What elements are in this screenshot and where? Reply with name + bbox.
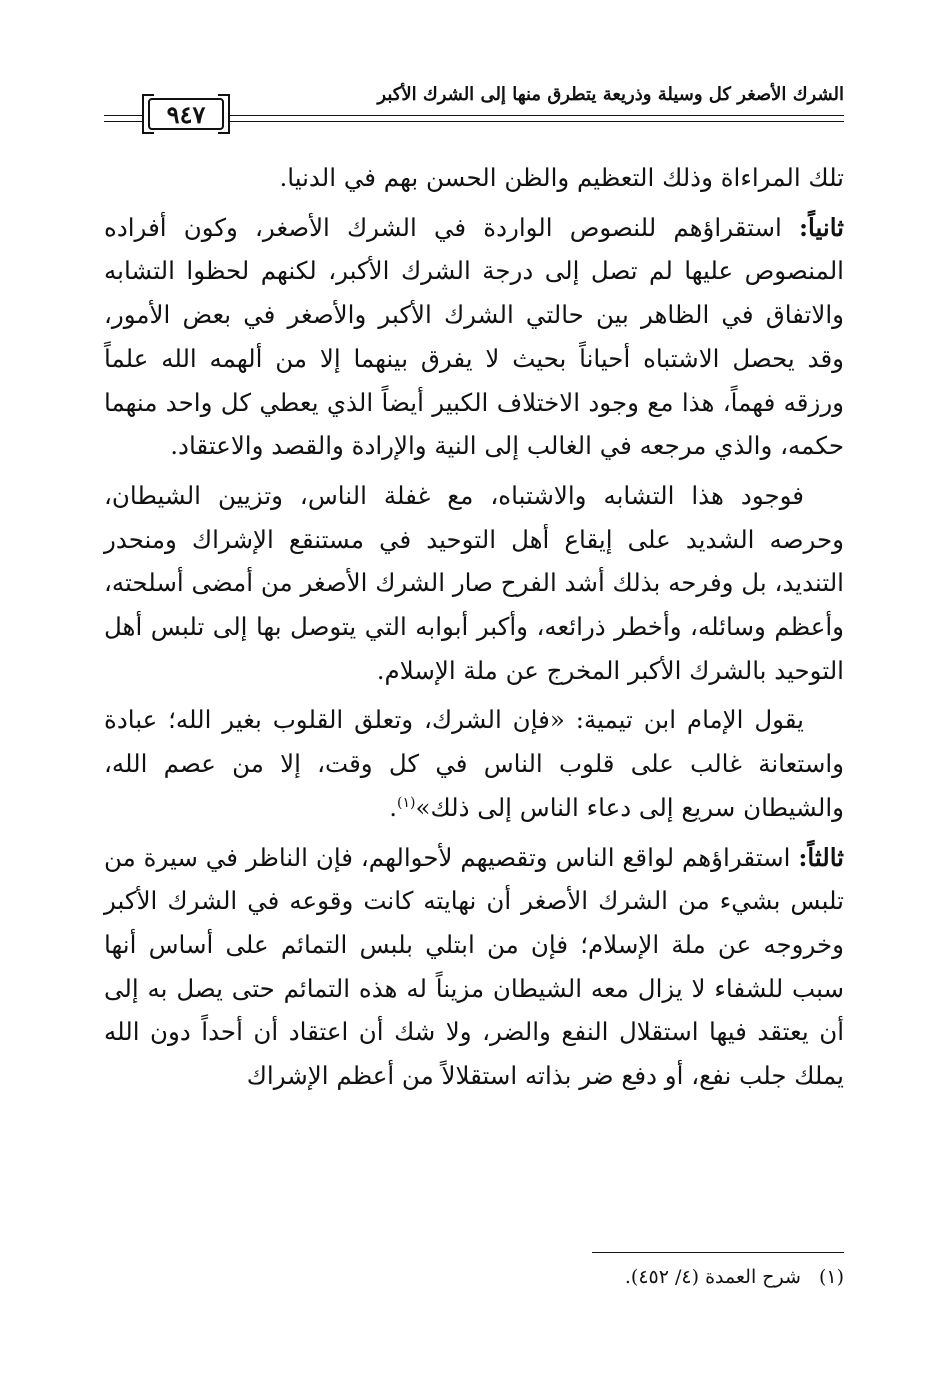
header-rule-left-top [104, 115, 142, 116]
running-title: الشرك الأصغر كل وسيلة وذريعة يتطرق منها إلى الشرك الأكبر [377, 84, 844, 105]
paragraph-5-lead: ثالثاً: [798, 842, 844, 872]
paragraph-3-text: فوجود هذا التشابه والاشتباه، مع غفلة الناس، وتزيين الشيطان، وحرصه الشديد على إيقاع أهل التوحيد في مستنقع الإشراك ومنحدر التنديد، بل وفرحه بذلك أشد الفرح صار الشرك الأصغر من أمضى أسلحته، وأعظم وسائله، وأخطر ذرائعه، وأكبر أبوابه التي يتوصل بها إلى تلبس أهل التوحيد بالشرك الأكبر المخرج عن ملة الإسلام. [104, 480, 844, 685]
footnote-number: (١) [818, 1266, 844, 1288]
footnote-reference[interactable]: (١) [397, 794, 416, 811]
paragraph-2 [104, 206, 844, 468]
paragraph-2-text: استقراؤهم للنصوص الواردة في الشرك الأصغر، وكون أفراده المنصوص عليها لم تصل إلى درجة الشرك الأكبر، لكنهم لحظوا التشابه والاتفاق في الظاهر بين حالتي الشرك الأكبر والأصغر في بعض الأمور، وقد يحصل الاشتباه أحياناً بحيث لا يفرق بينهما إلا من ألهمه الله علماً ورزقه فهماً، هذا مع وجود الاختلاف الكبير أيضاً الذي يعطي كل واحد منهما حكمه، والذي مرجعه في الغالب إلى النية والإرادة والقصد والاعتقاد. [104, 212, 844, 461]
page-number: ٩٤٧ [166, 99, 206, 129]
paragraph-5 [104, 836, 844, 1098]
footnote-text: شرح العمدة (٤/ ٤٥٢). [624, 1266, 801, 1288]
footnote-rule [592, 1252, 844, 1253]
paragraph-1-text: تلك المراءاة وذلك التعظيم والظن الحسن بهم في الدنيا. [279, 163, 844, 192]
header-rule-bottom [230, 121, 844, 122]
paragraph-4-end: . [389, 792, 398, 822]
page-number-frame [142, 94, 230, 134]
paragraph-5-text: استقراؤهم لواقع الناس وتقصيهم لأحوالهم، فإن الناظر في سيرة من تلبس بشيء من الشرك الأصغر أن نهايته كانت وقوعه في الشرك الأكبر وخروجه عن ملة الإسلام؛ فإن من ابتلي بلبس التمائم على أساس أنها سبب للشفاء لا يزال معه الشيطان مزيناً له هذه التمائم حتى يصل به إلى أن يعتقد فيها استقلال النفع والضر، ولا شك أن اعتقاد أن أحداً دون الله يملك جلب نفع، أو دفع ضر بذاته استقلالاً من أعظم الإشراك [104, 842, 844, 1091]
paragraph-4-text: يقول الإمام ابن تيمية: «فإن الشرك، وتعلق القلوب بغير الله؛ عبادة واستعانة غالب على قلوب الناس في كل وقت، إلا من عصم الله، والشيطان سريع إلى دعاء الناس إلى ذلك» [104, 705, 844, 822]
footnote [104, 1266, 844, 1288]
paragraph-4 [104, 698, 844, 829]
header-rule-top [230, 115, 844, 116]
header-rule-left-bottom [104, 121, 142, 122]
main-text [104, 156, 844, 1104]
paragraph-3 [104, 474, 844, 693]
paragraph-1 [104, 156, 844, 200]
paragraph-2-lead: ثانياً: [798, 212, 844, 242]
